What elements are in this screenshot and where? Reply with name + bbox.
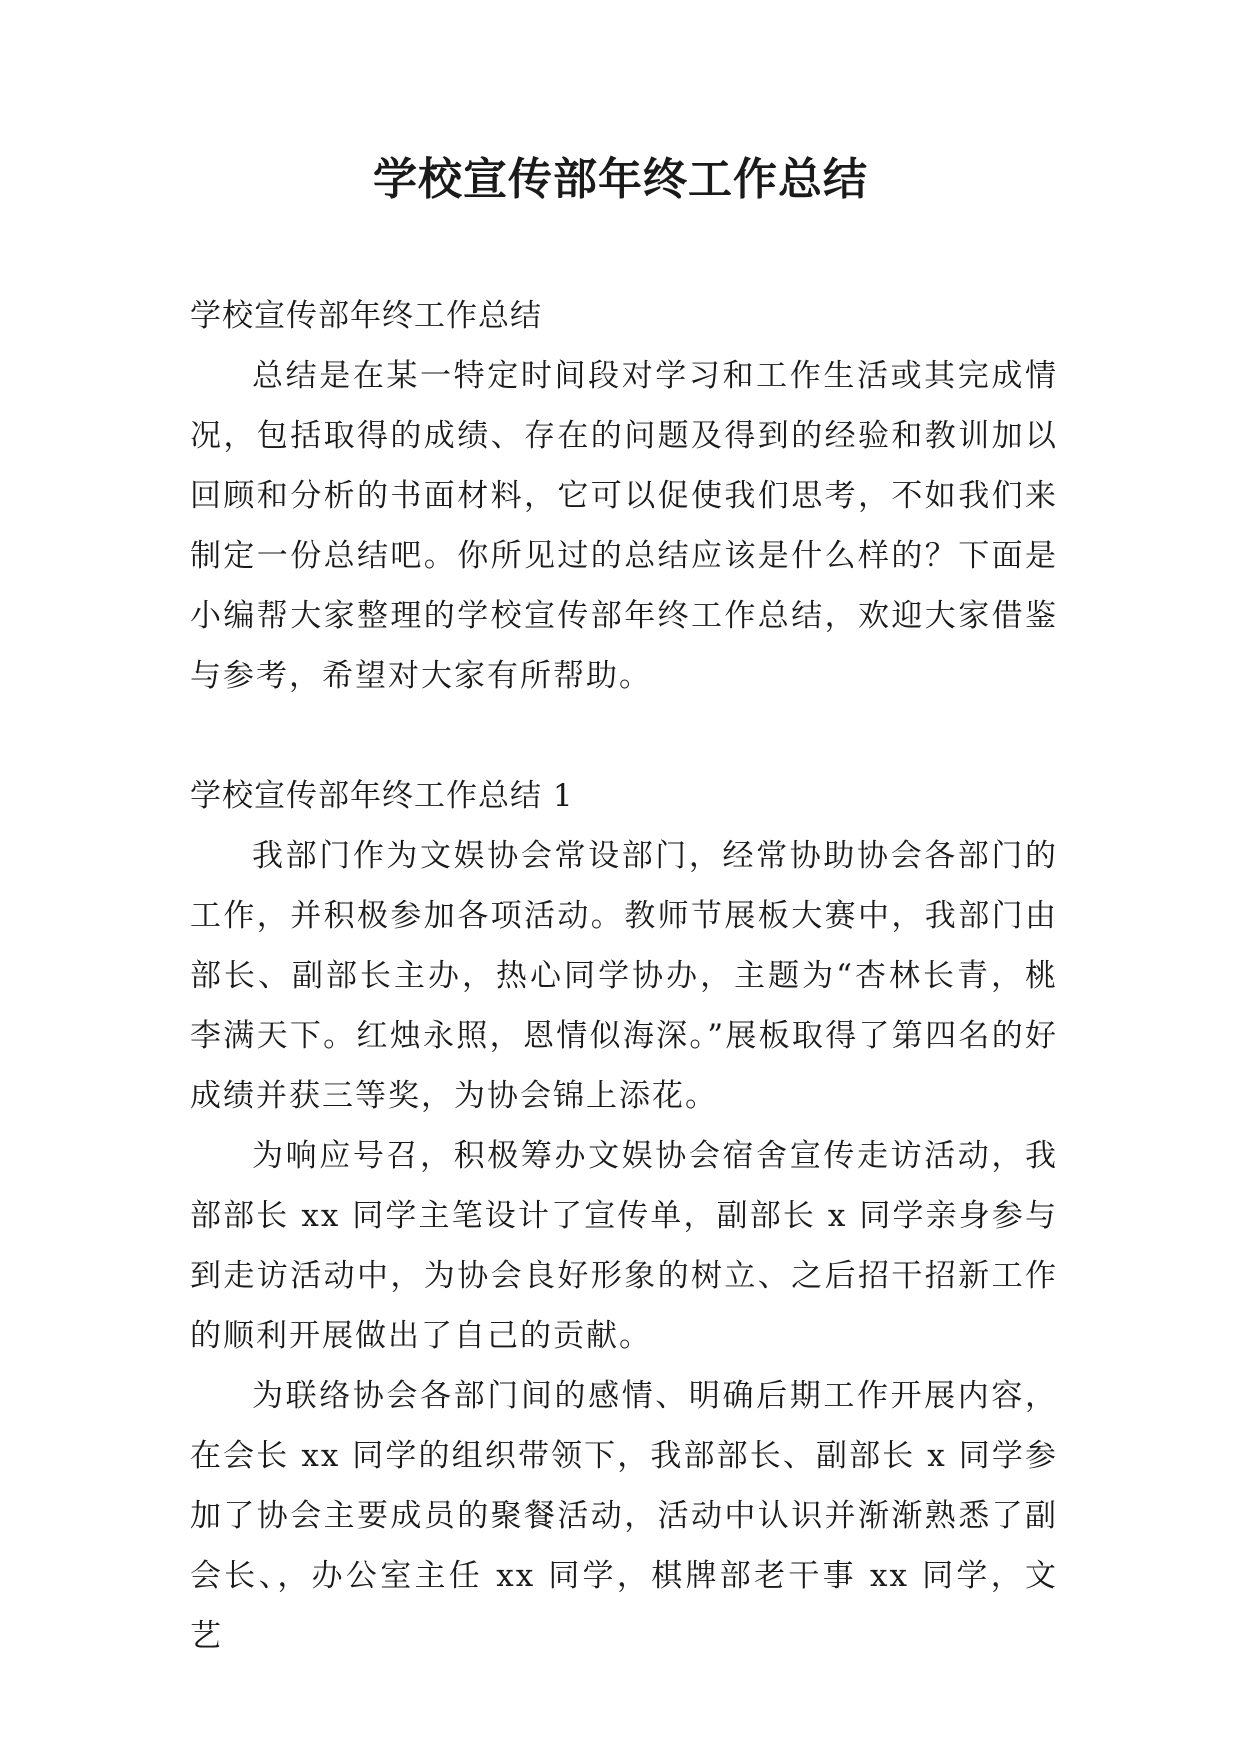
document-body (190, 286, 1058, 1666)
intro-paragraph: 总结是在某一特定时间段对学习和工作生活或其完成情况，包括取得的成绩、存在的问题及得到的经验和教训加以回顾和分析的书面材料，它可以促使我们思考，不如我们来制定一份总结吧。你所见过的总结应该是什么样的？下面是小编帮大家整理的学校宣传部年终工作总结，欢迎大家借鉴与参考，希望对大家有所帮助。 (190, 358, 1058, 694)
section1-paragraph-2: 为响应号召，积极筹办文娱协会宿舍宣传走访活动，我部部长 xx 同学主笔设计了宣传单，副部长 x 同学亲身参与到走访活动中，为协会良好形象的树立、之后招干招新工作的顺利开展做出了自己的贡献。 (190, 1138, 1058, 1354)
section1-heading: 学校宣传部年终工作总结 1 (190, 778, 574, 814)
intro-heading: 学校宣传部年终工作总结 (190, 298, 542, 334)
section1-paragraph-1: 我部门作为文娱协会常设部门，经常协助协会各部门的工作，并积极参加各项活动。教师节展板大赛中，我部门由部长、副部长主办，热心同学协办，主题为“杏林长青，桃李满天下。红烛永照，恩情似海深。”展板取得了第四名的好成绩并获三等奖，为协会锦上添花。 (190, 838, 1058, 1114)
section1-paragraph-3: 为联络协会各部门间的感情、明确后期工作开展内容，在会长 xx 同学的组织带领下，我部部长、副部长 x 同学参加了协会主要成员的聚餐活动，活动中认识并渐渐熟悉了副会长、，办公室主任 xx 同学，棋牌部老干事 xx 同学，文艺 (190, 1378, 1058, 1654)
document-title: 学校宣传部年终工作总结 (373, 154, 868, 205)
section-spacer (190, 706, 1058, 766)
